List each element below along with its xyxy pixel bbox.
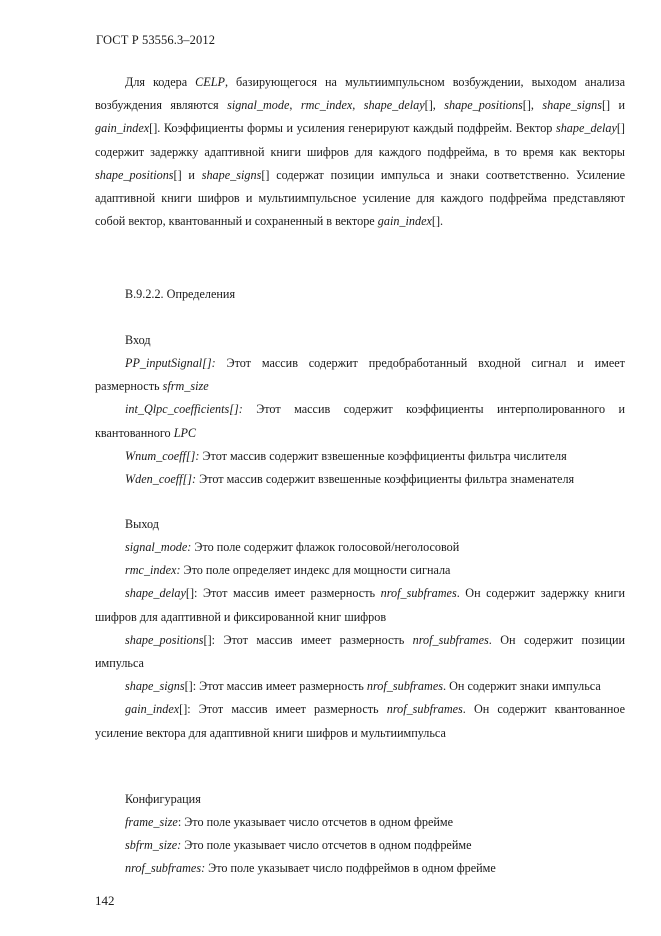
- definition-item: shape_delay[]: Этот массив имеет размерность nrof_subframes. Он содержит задержку книги шифров для адаптивной и фиксированной книг шифров: [95, 586, 625, 624]
- section-title: B.9.2.2. Определения: [125, 287, 236, 301]
- input-list: [95, 352, 625, 491]
- definition-item: Wden_coeff[]: Этот массив содержит взвешенные коэффициенты фильтра знаменателя: [125, 472, 575, 487]
- definition-item: int_Qlpc_coefficients[]: Этот массив содержит коэффициенты интерполированного и квантованного LPC: [95, 402, 625, 440]
- definition-item: signal_mode: Это поле содержит флажок голосовой/неголосовой: [125, 540, 460, 554]
- definition-item: gain_index[]: Этот массив имеет размерность nrof_subframes. Он содержит квантованное усиление вектора для адаптивной книги шифров и мультиимпульса: [95, 702, 625, 740]
- definition-item: rmc_index: Это поле определяет индекс для мощности сигнала: [125, 563, 451, 578]
- definition-item: nrof_subframes: Это поле указывает число подфреймов в одном фрейме: [125, 861, 496, 876]
- page-number: 142: [95, 893, 115, 908]
- output-heading: Выход: [125, 517, 159, 531]
- definition-item: frame_size: Это поле указывает число отсчетов в одном фрейме: [125, 815, 454, 829]
- document-header: ГОСТ Р 53556.3–2012: [96, 33, 216, 47]
- definition-item: shape_signs[]: Этот массив имеет размерность nrof_subframes. Он содержит знаки импульса: [125, 679, 601, 694]
- definition-item: Wnum_coeff[]: Этот массив содержит взвешенные коэффициенты фильтра числителя: [125, 448, 567, 463]
- intro-paragraph: Для кодера CELP, базирующегося на мультиимпульсном возбуждении, выходом анализа возбуждения являются signal_mode, rmc_index, shape_delay[], shape_positions[], shape_signs[] и gain_index[]. Коэффициенты формы и усиления генерируют каждый подфрейм. Вектор shape_delay[] содержит задержку адаптивной книги шифров для каждого подфрейма, в то время как векторы shape_positions[] и shape_signs[] содержат позиции импульса и знаки соответственно. Усиление адаптивной книги шифров и мультиимпульсное усиление для каждого подфрейма представляют собой вектор, квантованный и сохраненный в векторе gain_index[].: [95, 75, 625, 229]
- output-list: [95, 536, 625, 745]
- config-list: [95, 811, 625, 881]
- definition-item: PP_inputSignal[]: Этот массив содержит предобработанный входной сигнал и имеет размерность sfrm_size: [95, 356, 625, 394]
- definition-item: shape_positions[]: Этот массив имеет размерность nrof_subframes. Он содержит позиции импульса: [95, 632, 625, 671]
- definition-item: sbfrm_size: Это поле указывает число отсчетов в одном подфрейме: [125, 838, 472, 853]
- input-heading: Вход: [125, 333, 151, 347]
- config-heading: Конфигурация: [125, 792, 201, 806]
